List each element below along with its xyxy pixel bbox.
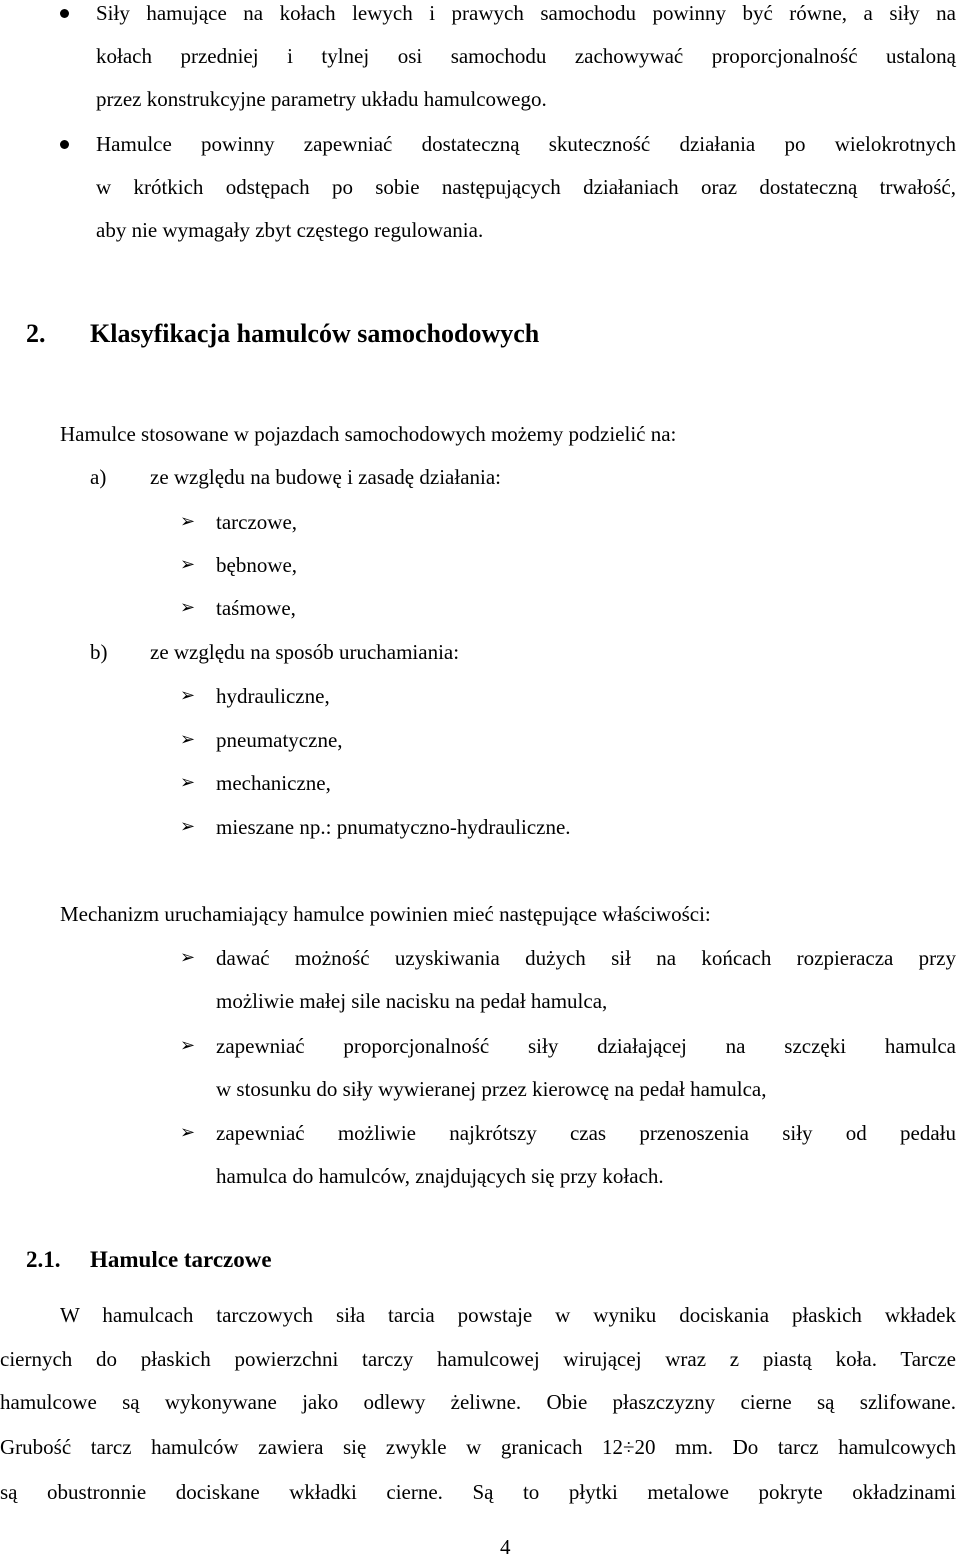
group-b-item-1: hydrauliczne, <box>216 684 330 708</box>
section-2-1-para-line-1: W hamulcach tarczowych siła tarcia powstaje w wyniku dociskania płaskich wkładek <box>60 1303 956 1327</box>
arrow-bullet-icon: ➢ <box>180 1122 196 1143</box>
arrow-bullet-icon: ➢ <box>180 947 196 968</box>
bullet-2-line-1: Hamulce powinny zapewniać dostateczną skuteczność działania po wielokrotnych <box>96 132 956 156</box>
arrow-bullet-icon: ➢ <box>180 816 196 837</box>
mechanism-item-3-line-2: hamulca do hamulców, znajdujących się przy kołach. <box>216 1164 664 1188</box>
arrow-bullet-icon: ➢ <box>180 729 196 750</box>
bullet-2-line-2: w krótkich odstępach po sobie następujących działaniach oraz dostateczną trwałość, <box>96 175 956 199</box>
page-number: 4 <box>500 1535 511 1559</box>
bullet-1-line-3: przez konstrukcyjne parametry układu hamulcowego. <box>96 87 547 111</box>
bullet-dot-icon <box>60 140 69 149</box>
arrow-bullet-icon: ➢ <box>180 554 196 575</box>
bullet-2-line-3: aby nie wymagały zbyt częstego regulowania. <box>96 218 484 242</box>
section-2-1-para-line-4: Grubość tarcz hamulców zawiera się zwykle w granicach 12÷20 mm. Do tarcz hamulcowych <box>0 1435 956 1459</box>
section-2-title: Klasyfikacja hamulców samochodowych <box>90 319 540 348</box>
section-2-1-para-line-5: są obustronnie dociskane wkładki cierne. Są to płytki metalowe pokryte okładzinami <box>0 1480 956 1504</box>
group-b-text: ze względu na sposób uruchamiania: <box>150 640 460 664</box>
section-2-number: 2. <box>26 319 46 348</box>
group-a-text: ze względu na budowę i zasadę działania: <box>150 465 502 489</box>
mechanism-item-1-line-2: możliwie małej sile nacisku na pedał hamulca, <box>216 989 608 1013</box>
mechanism-item-2-line-2: w stosunku do siły wywieranej przez kierowcę na pedał hamulca, <box>216 1077 767 1101</box>
bullet-1-line-1: Siły hamujące na kołach lewych i prawych samochodu powinny być równe, a siły na <box>96 1 956 25</box>
group-b-item-2: pneumatyczne, <box>216 728 343 752</box>
bullet-1-line-2: kołach przedniej i tylnej osi samochodu zachowywać proporcjonalność ustaloną <box>96 44 956 68</box>
arrow-bullet-icon: ➢ <box>180 597 196 618</box>
section-2-1-para-line-3: hamulcowe są wykonywane jako odlewy żeliwne. Obie płaszczyzny cierne są szlifowane. <box>0 1390 956 1414</box>
group-b-label: b) <box>90 640 108 664</box>
group-b-item-3: mechaniczne, <box>216 771 331 795</box>
mechanism-intro: Mechanizm uruchamiający hamulce powinien mieć następujące właściwości: <box>60 902 711 926</box>
group-a-item-3: taśmowe, <box>216 596 296 620</box>
section-2-intro: Hamulce stosowane w pojazdach samochodowych możemy podzielić na: <box>60 422 677 446</box>
group-b-item-4: mieszane np.: pnumatyczno-hydrauliczne. <box>216 815 571 839</box>
group-a-item-2: bębnowe, <box>216 553 298 577</box>
arrow-bullet-icon: ➢ <box>180 685 196 706</box>
arrow-bullet-icon: ➢ <box>180 1035 196 1056</box>
mechanism-item-3-line-1: zapewniać możliwie najkrótszy czas przenoszenia siły od pedału <box>216 1121 956 1145</box>
mechanism-item-1-line-1: dawać możność uzyskiwania dużych sił na końcach rozpieracza przy <box>216 946 956 970</box>
group-a-label: a) <box>90 465 107 489</box>
group-a-item-1: tarczowe, <box>216 510 298 534</box>
arrow-bullet-icon: ➢ <box>180 772 196 793</box>
arrow-bullet-icon: ➢ <box>180 511 196 532</box>
section-2-1-para-line-2: ciernych do płaskich powierzchni tarczy hamulcowej wirującej wraz z piastą koła. Tarcze <box>0 1347 956 1371</box>
section-2-1-number: 2.1. <box>26 1247 61 1272</box>
section-2-1-title: Hamulce tarczowe <box>90 1247 272 1272</box>
mechanism-item-2-line-1: zapewniać proporcjonalność siły działającej na szczęki hamulca <box>216 1034 956 1058</box>
bullet-dot-icon <box>60 9 69 18</box>
